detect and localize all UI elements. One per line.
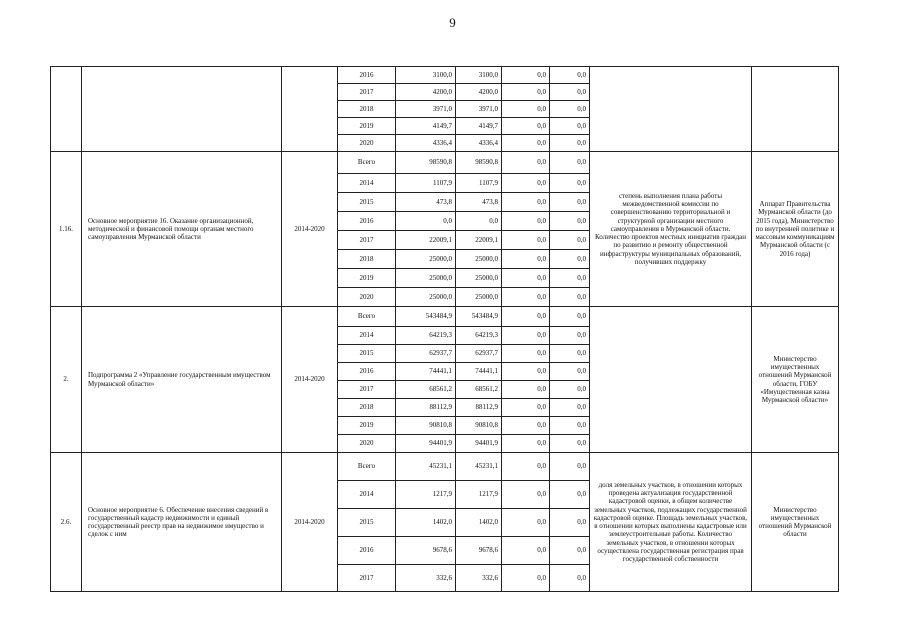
- amount-federal-cell: 0,0: [502, 135, 550, 152]
- amount-total-cell: 98590,8: [396, 152, 456, 174]
- year-cell: 2016: [338, 67, 396, 84]
- year-cell: 2018: [338, 399, 396, 417]
- amount-total-cell: 332,6: [396, 565, 456, 592]
- amount-federal-cell: 0,0: [502, 288, 550, 307]
- amount-federal-cell: 0,0: [502, 327, 550, 345]
- amount-regional-cell: 25000,0: [456, 288, 502, 307]
- amount-total-cell: 0,0: [396, 212, 456, 231]
- year-cell: Всего: [338, 307, 396, 327]
- amount-regional-cell: 4336,4: [456, 135, 502, 152]
- amount-total-cell: 88112,9: [396, 399, 456, 417]
- table-row: [51, 307, 839, 327]
- item-number-cell: 2.6.: [51, 453, 82, 592]
- year-cell: 2015: [338, 509, 396, 537]
- amount-total-cell: 4200,0: [396, 84, 456, 101]
- amount-federal-cell: 0,0: [502, 269, 550, 288]
- amount-other-cell: 0,0: [550, 269, 590, 288]
- amount-regional-cell: 3100,0: [456, 67, 502, 84]
- amount-regional-cell: 74441,1: [456, 363, 502, 381]
- year-cell: 2017: [338, 381, 396, 399]
- amount-other-cell: 0,0: [550, 101, 590, 118]
- year-cell: 2019: [338, 269, 396, 288]
- amount-total-cell: 62937,7: [396, 345, 456, 363]
- amount-other-cell: 0,0: [550, 537, 590, 565]
- amount-other-cell: 0,0: [550, 152, 590, 174]
- amount-regional-cell: 64219,3: [456, 327, 502, 345]
- amount-regional-cell: 88112,9: [456, 399, 502, 417]
- amount-other-cell: 0,0: [550, 250, 590, 269]
- period-cell: 2014-2020: [282, 307, 338, 453]
- year-cell: 2016: [338, 537, 396, 565]
- amount-regional-cell: 1217,9: [456, 481, 502, 509]
- indicator-cell: [590, 307, 752, 453]
- amount-other-cell: 0,0: [550, 327, 590, 345]
- amount-federal-cell: 0,0: [502, 509, 550, 537]
- indicator-cell: степень выполнения плана работы межведомственной комиссии по совершенствованию территориальной и структурной организации местного самоуправления в Мурманской области. Количество проектов местных инициатив граждан по развитию и ремонту общественной инфраструктуры муниципальных образований, получивших поддержку: [590, 152, 752, 307]
- responsible-cell: Министерство имущественных отношений Мурманской области, ГОБУ «Имущественная казна Мурманской области»: [752, 307, 839, 453]
- amount-total-cell: 3100,0: [396, 67, 456, 84]
- amount-other-cell: 0,0: [550, 509, 590, 537]
- amount-other-cell: 0,0: [550, 435, 590, 453]
- responsible-cell: Аппарат Правительства Мурманской области (до 2015 года), Министерство по внутренней политике и массовым коммуникациям Мурманской области (с 2016 года): [752, 152, 839, 307]
- amount-total-cell: 9678,6: [396, 537, 456, 565]
- amount-other-cell: 0,0: [550, 363, 590, 381]
- amount-federal-cell: 0,0: [502, 417, 550, 435]
- year-cell: Всего: [338, 453, 396, 481]
- amount-total-cell: 68561,2: [396, 381, 456, 399]
- year-cell: 2019: [338, 118, 396, 135]
- period-cell: 2014-2020: [282, 152, 338, 307]
- amount-federal-cell: 0,0: [502, 193, 550, 212]
- amount-regional-cell: 0,0: [456, 212, 502, 231]
- table-row: [51, 152, 839, 174]
- amount-federal-cell: 0,0: [502, 537, 550, 565]
- amount-other-cell: 0,0: [550, 84, 590, 101]
- amount-regional-cell: 90810,8: [456, 417, 502, 435]
- year-cell: 2016: [338, 212, 396, 231]
- amount-other-cell: 0,0: [550, 118, 590, 135]
- amount-federal-cell: 0,0: [502, 231, 550, 250]
- year-cell: 2016: [338, 363, 396, 381]
- year-cell: 2014: [338, 174, 396, 193]
- amount-federal-cell: 0,0: [502, 565, 550, 592]
- amount-federal-cell: 0,0: [502, 84, 550, 101]
- amount-regional-cell: 332,6: [456, 565, 502, 592]
- amount-total-cell: 74441,1: [396, 363, 456, 381]
- amount-federal-cell: 0,0: [502, 481, 550, 509]
- amount-federal-cell: 0,0: [502, 453, 550, 481]
- year-cell: 2014: [338, 481, 396, 509]
- year-cell: Всего: [338, 152, 396, 174]
- item-number-cell: 2.: [51, 307, 82, 453]
- amount-total-cell: 25000,0: [396, 250, 456, 269]
- amount-federal-cell: 0,0: [502, 174, 550, 193]
- amount-total-cell: 1217,9: [396, 481, 456, 509]
- year-cell: 2017: [338, 231, 396, 250]
- responsible-cell: [752, 67, 839, 152]
- amount-other-cell: 0,0: [550, 417, 590, 435]
- year-cell: 2017: [338, 565, 396, 592]
- amount-federal-cell: 0,0: [502, 399, 550, 417]
- amount-regional-cell: 543484,9: [456, 307, 502, 327]
- period-cell: [282, 67, 338, 152]
- amount-regional-cell: 45231,1: [456, 453, 502, 481]
- amount-regional-cell: 98590,8: [456, 152, 502, 174]
- item-name-cell: [82, 67, 282, 152]
- amount-federal-cell: 0,0: [502, 250, 550, 269]
- amount-total-cell: 90810,8: [396, 417, 456, 435]
- amount-other-cell: 0,0: [550, 307, 590, 327]
- amount-total-cell: 25000,0: [396, 288, 456, 307]
- amount-regional-cell: 22009,1: [456, 231, 502, 250]
- amount-regional-cell: 25000,0: [456, 250, 502, 269]
- amount-regional-cell: 4149,7: [456, 118, 502, 135]
- amount-other-cell: 0,0: [550, 453, 590, 481]
- amount-federal-cell: 0,0: [502, 363, 550, 381]
- year-cell: 2020: [338, 288, 396, 307]
- amount-federal-cell: 0,0: [502, 152, 550, 174]
- amount-other-cell: 0,0: [550, 481, 590, 509]
- amount-regional-cell: 4200,0: [456, 84, 502, 101]
- amount-other-cell: 0,0: [550, 345, 590, 363]
- amount-total-cell: 64219,3: [396, 327, 456, 345]
- amount-regional-cell: 1402,0: [456, 509, 502, 537]
- amount-total-cell: 4336,4: [396, 135, 456, 152]
- amount-total-cell: 473,8: [396, 193, 456, 212]
- year-cell: 2019: [338, 417, 396, 435]
- amount-federal-cell: 0,0: [502, 118, 550, 135]
- table-row: [51, 453, 839, 481]
- item-number-cell: [51, 67, 82, 152]
- amount-federal-cell: 0,0: [502, 101, 550, 118]
- amount-other-cell: 0,0: [550, 174, 590, 193]
- amount-other-cell: 0,0: [550, 381, 590, 399]
- indicator-cell: [590, 67, 752, 152]
- amount-federal-cell: 0,0: [502, 307, 550, 327]
- amount-total-cell: 1107,9: [396, 174, 456, 193]
- amount-total-cell: 1402,0: [396, 509, 456, 537]
- amount-federal-cell: 0,0: [502, 345, 550, 363]
- amount-other-cell: 0,0: [550, 212, 590, 231]
- amount-regional-cell: 25000,0: [456, 269, 502, 288]
- year-cell: 2020: [338, 435, 396, 453]
- amount-other-cell: 0,0: [550, 399, 590, 417]
- year-cell: 2018: [338, 101, 396, 118]
- amount-regional-cell: 68561,2: [456, 381, 502, 399]
- item-number-cell: 1.16.: [51, 152, 82, 307]
- amount-other-cell: 0,0: [550, 231, 590, 250]
- amount-other-cell: 0,0: [550, 135, 590, 152]
- item-name-cell: Основное мероприятие 16. Оказание организационной, методической и финансовой помощи органам местного самоуправления Мурманской области: [82, 152, 282, 307]
- page-number: 9: [449, 15, 456, 30]
- year-cell: 2014: [338, 327, 396, 345]
- period-cell: 2014-2020: [282, 453, 338, 592]
- indicator-cell: доля земельных участков, в отношении которых проведена актуализация государственной кадастровой оценки, в общем количестве земельных участков, подлежащих государственной кадастровой оценке. Площадь земельных участков, в отношении которых выполнены кадастровые или землеустроительные работы. Количество земельных участков, в отношении которых осуществлена государственная регистрация прав государственной собственности: [590, 453, 752, 592]
- year-cell: 2015: [338, 193, 396, 212]
- amount-total-cell: 94401,9: [396, 435, 456, 453]
- amount-federal-cell: 0,0: [502, 435, 550, 453]
- amount-total-cell: 45231,1: [396, 453, 456, 481]
- amount-other-cell: 0,0: [550, 565, 590, 592]
- amount-total-cell: 25000,0: [396, 269, 456, 288]
- amount-federal-cell: 0,0: [502, 381, 550, 399]
- amount-regional-cell: 3971,0: [456, 101, 502, 118]
- amount-regional-cell: 1107,9: [456, 174, 502, 193]
- amount-other-cell: 0,0: [550, 288, 590, 307]
- table-row: [51, 67, 839, 84]
- responsible-cell: Министерство имущественных отношений Мурманской области: [752, 453, 839, 592]
- item-name-cell: Подпрограмма 2 «Управление государственным имуществом Мурманской области»: [82, 307, 282, 453]
- amount-total-cell: 3971,0: [396, 101, 456, 118]
- amount-regional-cell: 94401,9: [456, 435, 502, 453]
- amount-regional-cell: 473,8: [456, 193, 502, 212]
- amount-other-cell: 0,0: [550, 67, 590, 84]
- year-cell: 2020: [338, 135, 396, 152]
- year-cell: 2018: [338, 250, 396, 269]
- item-name-cell: Основное мероприятие 6. Обеспечение внесения сведений в государственный кадастр недвижимости и единый государственный реестр прав на недвижимое имущество и сделок с ним: [82, 453, 282, 592]
- amount-total-cell: 543484,9: [396, 307, 456, 327]
- year-cell: 2015: [338, 345, 396, 363]
- amount-regional-cell: 62937,7: [456, 345, 502, 363]
- budget-table: [50, 66, 839, 592]
- year-cell: 2017: [338, 84, 396, 101]
- amount-total-cell: 22009,1: [396, 231, 456, 250]
- amount-regional-cell: 9678,6: [456, 537, 502, 565]
- amount-total-cell: 4149,7: [396, 118, 456, 135]
- amount-federal-cell: 0,0: [502, 212, 550, 231]
- amount-federal-cell: 0,0: [502, 67, 550, 84]
- amount-other-cell: 0,0: [550, 193, 590, 212]
